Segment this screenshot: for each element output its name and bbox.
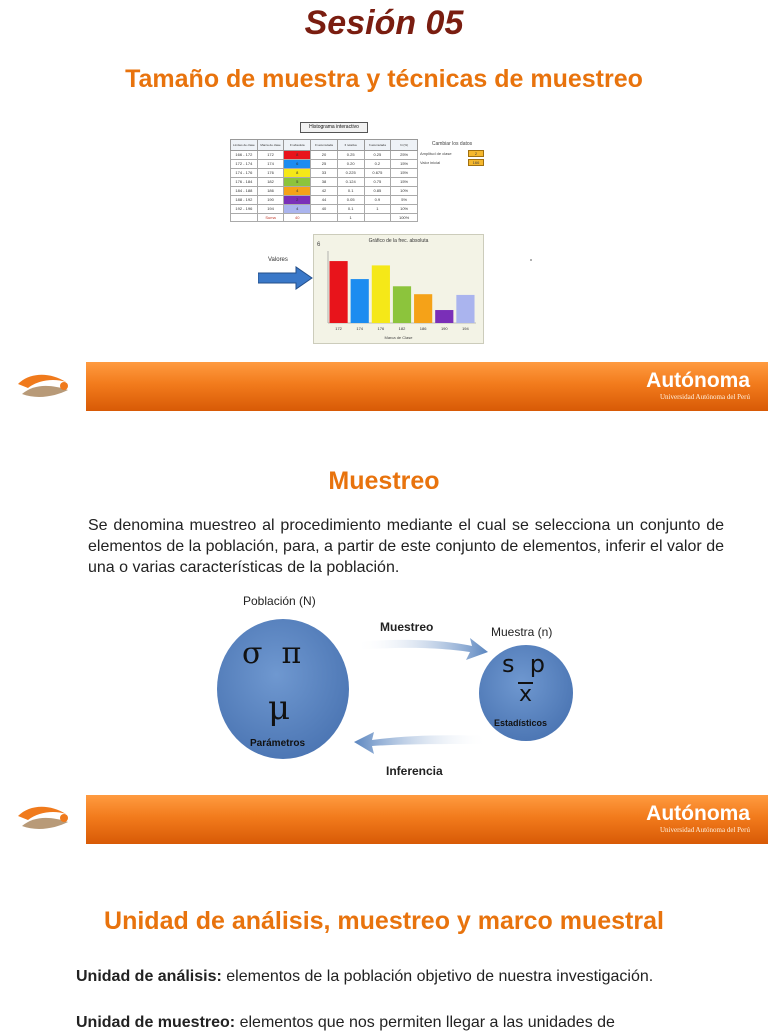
values-arrow <box>258 265 314 291</box>
x-tick-label: 176 <box>377 326 385 331</box>
table-cell: 182 <box>257 178 284 187</box>
table-header-cell: fi acumulada <box>364 140 391 151</box>
xbar-symbol: x <box>519 682 533 707</box>
table-cell: 174 <box>257 160 284 169</box>
population-label: Población (N) <box>243 594 316 608</box>
sample-label: Muestra (n) <box>491 625 553 639</box>
table-cell: 38 <box>311 178 338 187</box>
table-cell: 10% <box>391 187 418 196</box>
table-cell: 174 - 176 <box>231 169 258 178</box>
table-cell: 0.75 <box>364 178 391 187</box>
sampling-arrow-label: Muestreo <box>380 620 434 634</box>
table-cell: 4 <box>284 187 311 196</box>
table-cell: 0.20 <box>337 160 364 169</box>
brand-band-1 <box>86 362 768 411</box>
table-cell: 0.2 <box>364 160 391 169</box>
bar-chart-svg <box>314 235 483 343</box>
parameter-symbols: σ π <box>242 636 302 671</box>
session-title: Sesión 05 <box>304 4 464 42</box>
x-tick-label: 194 <box>462 326 469 331</box>
table-header-cell: Fi absoluta <box>284 140 311 151</box>
x-tick-label: 174 <box>356 326 364 331</box>
bar-190 <box>435 310 453 323</box>
chart-y-top-tick: 6 <box>317 242 321 248</box>
sampling-diagram <box>214 588 578 788</box>
class-width-label: Amplitud de clase <box>420 151 452 156</box>
table-cell: 6 <box>284 160 311 169</box>
bar-172 <box>329 261 347 323</box>
table-cell: 15% <box>391 160 418 169</box>
table-cell: 33 <box>311 169 338 178</box>
brand-band-2 <box>86 795 768 844</box>
table-cell: 25 <box>311 160 338 169</box>
table-cell: 0.1 <box>337 205 364 214</box>
table-total-cell <box>311 214 338 222</box>
table-header-cell: Límites de clase <box>231 140 258 151</box>
table-cell: 166 - 172 <box>231 151 258 160</box>
table-header-cell: Marca de clase <box>257 140 284 151</box>
table-cell: 0.25 <box>337 151 364 160</box>
table-cell: 190 <box>257 196 284 205</box>
chart-title: Gráfico de la frec. absoluta <box>368 238 429 244</box>
table-cell: 5% <box>391 196 418 205</box>
bar-182 <box>393 286 411 323</box>
muestreo-paragraph: Se denomina muestreo al procedimiento mediante el cual se selecciona un conjunto de elementos de la población, para, a partir de este conjunto de elementos, inferir el valor de una o varias características de la población. <box>88 517 724 576</box>
x-tick-label: 182 <box>398 326 406 331</box>
stray-dot <box>530 259 532 261</box>
inference-arrow-label: Inferencia <box>386 764 443 778</box>
table-cell: 0.85 <box>364 187 391 196</box>
statistic-symbols: s p <box>502 650 545 678</box>
x-tick-label: 186 <box>419 326 427 331</box>
table-cell: 5 <box>284 178 311 187</box>
table-cell: 184 - 188 <box>231 187 258 196</box>
university-logo-icon-2 <box>16 802 72 836</box>
sampling-arrow-icon <box>354 632 490 662</box>
bar-194 <box>456 295 474 323</box>
initial-value-value[interactable]: 166 <box>468 159 484 166</box>
table-cell: 42 <box>311 187 338 196</box>
session-subtitle: Tamaño de muestra y técnicas de muestreo <box>125 65 643 93</box>
table-cell: 0.675 <box>364 169 391 178</box>
table-total-cell: 40 <box>284 214 311 222</box>
table-cell: 176 <box>257 169 284 178</box>
table-header-cell: hi (%) <box>391 140 418 151</box>
frequency-table <box>230 139 418 222</box>
table-cell: 15% <box>391 178 418 187</box>
table-total-cell: 1 <box>337 214 364 222</box>
table-cell: 0.1 <box>337 187 364 196</box>
table-cell: 4 <box>284 205 311 214</box>
table-cell: 0.124 <box>337 178 364 187</box>
statistics-caption: Estadísticos <box>494 718 548 728</box>
unit-analysis-term: Unidad de análisis: <box>76 968 222 985</box>
table-cell: 0.25 <box>364 151 391 160</box>
table-total-cell: Suma <box>257 214 284 222</box>
unit-analysis-text: elementos de la población objetivo de nuestra investigación. <box>221 968 654 985</box>
initial-value-label: Valor inicial <box>420 160 441 165</box>
bar-186 <box>414 294 432 323</box>
university-logo-icon <box>16 370 72 404</box>
inference-arrow-icon <box>350 728 490 756</box>
table-row <box>231 178 418 187</box>
table-cell: 188 - 192 <box>231 196 258 205</box>
parameters-caption: Parámetros <box>250 738 306 749</box>
histogram-button: Histograma interactivo <box>300 122 368 133</box>
table-header-cell: fi relativa <box>337 140 364 151</box>
brand-name-2: Autónoma <box>646 802 750 825</box>
bar-174 <box>351 279 369 323</box>
chart-xlabel: Marca de Clase <box>384 335 413 340</box>
table-cell: 192 - 196 <box>231 205 258 214</box>
unit-analysis-item <box>76 966 712 987</box>
table-cell: 10% <box>391 205 418 214</box>
table-cell: 0.05 <box>337 196 364 205</box>
brand-name-1: Autónoma <box>646 369 750 392</box>
table-row <box>231 151 418 160</box>
frequency-table-grid <box>230 139 418 222</box>
table-total-cell <box>231 214 258 222</box>
sampling-unit-term: Unidad de muestreo: <box>76 1014 236 1031</box>
sampling-unit-item <box>76 1012 712 1033</box>
table-cell: 186 <box>257 187 284 196</box>
change-data-title: Cambiar los datos <box>431 141 473 147</box>
table-header-cell: Fi acumulada <box>311 140 338 151</box>
table-row <box>231 196 418 205</box>
table-cell: 15% <box>391 169 418 178</box>
bar-176 <box>372 265 390 323</box>
table-total-cell <box>364 214 391 222</box>
table-cell: 8 <box>284 169 311 178</box>
muestreo-title: Muestreo <box>328 467 440 495</box>
table-cell: 25% <box>391 151 418 160</box>
x-tick-label: 172 <box>335 326 342 331</box>
bar-chart-panel <box>313 234 484 344</box>
table-cell: 40 <box>311 205 338 214</box>
table-row <box>231 205 418 214</box>
values-arrow-label: Valores <box>268 257 288 263</box>
table-cell: 44 <box>311 196 338 205</box>
x-tick-label: 190 <box>440 326 448 331</box>
table-cell: 0.225 <box>337 169 364 178</box>
class-width-value[interactable]: 2 <box>468 150 484 157</box>
sampling-unit-text: elementos que nos permiten llegar a las unidades de <box>235 1014 615 1031</box>
table-cell: 172 - 174 <box>231 160 258 169</box>
change-data-panel <box>420 142 484 180</box>
table-cell: 1 <box>364 205 391 214</box>
table-row <box>231 160 418 169</box>
table-row <box>231 169 418 178</box>
table-cell: 8 <box>284 151 311 160</box>
table-cell: 20 <box>311 151 338 160</box>
table-row <box>231 187 418 196</box>
table-cell: 0.9 <box>364 196 391 205</box>
brand-subline-1: Universidad Autónoma del Perú <box>659 393 750 401</box>
mu-symbol: μ <box>268 688 291 728</box>
table-total-cell: 100% <box>391 214 418 222</box>
spreadsheet-image <box>228 122 486 234</box>
table-totals-row <box>231 214 418 222</box>
table-cell: 2 <box>284 196 311 205</box>
brand-subline-2: Universidad Autónoma del Perú <box>659 826 750 834</box>
table-cell: 172 <box>257 151 284 160</box>
table-cell: 194 <box>257 205 284 214</box>
table-cell: 176 - 184 <box>231 178 258 187</box>
unit-analysis-title: Unidad de análisis, muestreo y marco muestral <box>104 907 664 935</box>
